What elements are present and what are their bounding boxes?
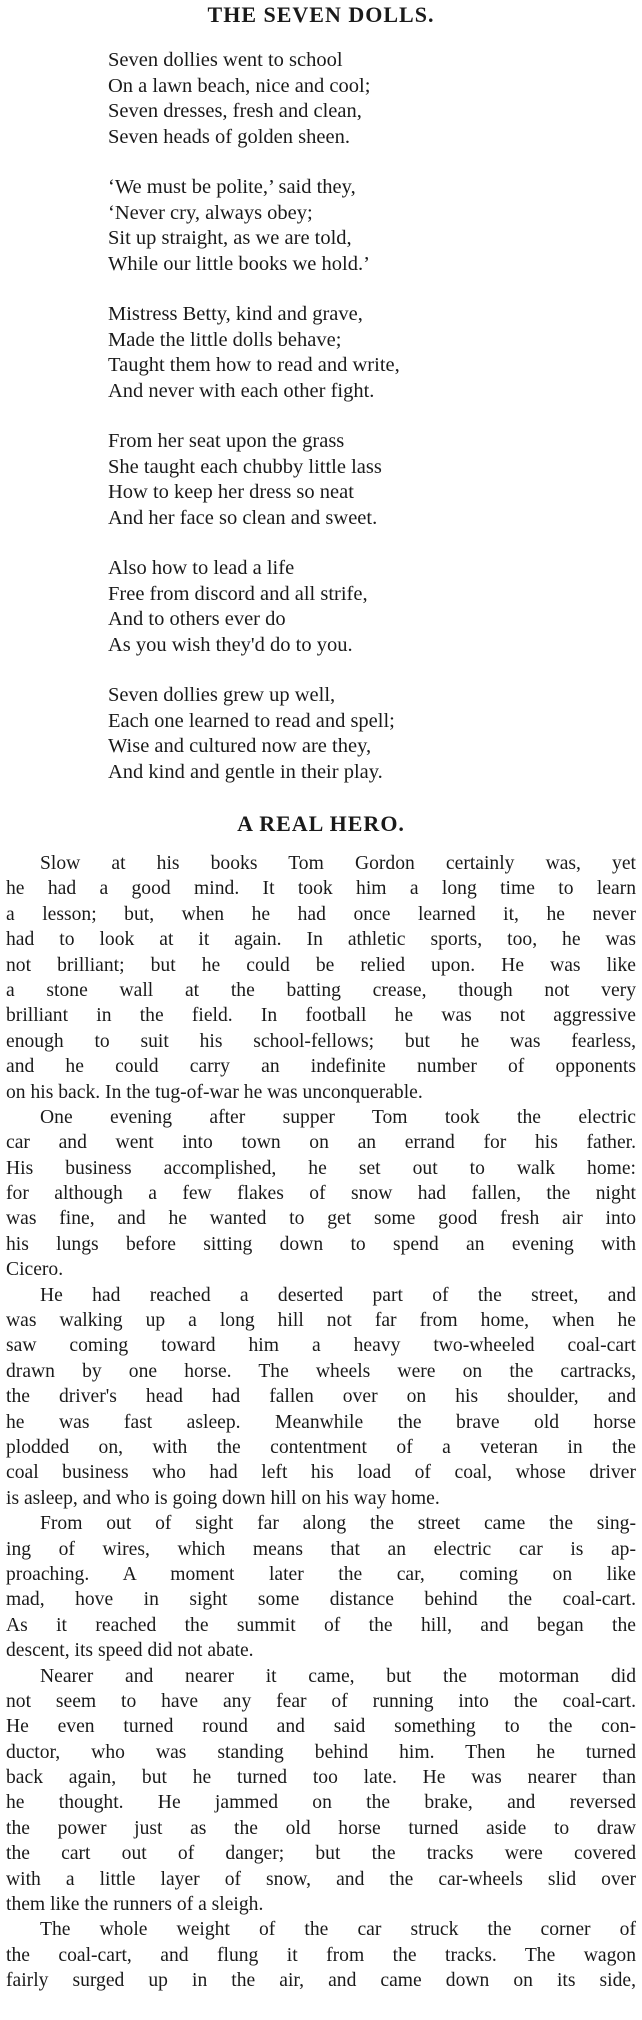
story-line: the cart out of danger; but the tracks were covered [6, 1843, 636, 1865]
story-line: mad, hove in sight some distance behind the coal-cart. [6, 1589, 636, 1611]
story-line: on his back. In the tug-of-war he was unconquerable. [6, 1081, 423, 1103]
story-line: car and went into town on an errand for his father. [6, 1132, 636, 1154]
story-line: He even turned round and said something to the con- [6, 1716, 636, 1738]
story-title: A REAL HERO. [237, 811, 405, 836]
poem-stanza [108, 556, 636, 658]
poem-line: While our little books we hold.’ [108, 252, 370, 275]
story-paragraph [6, 1105, 636, 1283]
story-line: and he could carry an indefinite number of opponents [6, 1056, 636, 1078]
story-line: saw coming toward him a heavy two-wheeled coal-cart [6, 1335, 636, 1357]
poem-line: Seven dollies grew up well, [108, 684, 336, 706]
poem-line: As you wish they'd do to you. [108, 633, 353, 656]
poem-stanza [108, 175, 636, 277]
poem-stanza [108, 683, 636, 785]
story-line: he had a good mind. It took him a long time to learn [6, 878, 636, 900]
poem-line: ‘We must be polite,’ said they, [108, 176, 356, 198]
poem-line: How to keep her dress so neat [108, 481, 354, 503]
story-line: ductor, who was standing behind him. Then he turned [6, 1741, 636, 1763]
story-line: fairly surged up in the air, and came down on its side, [6, 1970, 636, 1992]
poem-line: And to others ever do [108, 608, 286, 630]
story-body [6, 851, 636, 1994]
poem-line: And her face so clean and sweet. [108, 506, 378, 529]
story-line: One evening after supper Tom took the electric [40, 1106, 636, 1128]
story-paragraph [6, 851, 636, 1105]
story-line: coal business who had left his load of coal, whose driver [6, 1462, 636, 1484]
story-line: his lungs before sitting down to spend an evening with [6, 1233, 636, 1255]
story-line: was walking up a long hill not far from home, when he [6, 1310, 636, 1332]
poem-line: Wise and cultured now are they, [108, 735, 372, 757]
story-line: plodded on, with the contentment of a veteran in the [6, 1436, 636, 1458]
poem-line: On a lawn beach, nice and cool; [108, 74, 371, 97]
story-line: with a little layer of snow, and the car-wheels slid over [6, 1868, 636, 1890]
story-line: enough to suit his school-fellows; but he was fearless, [6, 1030, 636, 1052]
poem-line: She taught each chubby little lass [108, 455, 382, 478]
story-paragraph [6, 1283, 636, 1512]
poem [6, 48, 636, 785]
story-line: is asleep, and who is going down hill on his way home. [6, 1487, 440, 1509]
story-line: the power just as the old horse turned aside to draw [6, 1817, 636, 1839]
story-line: not seem to have any fear of running into the coal-cart. [6, 1690, 636, 1712]
poem-stanza [108, 302, 636, 404]
poem-line: From her seat upon the grass [108, 430, 345, 452]
poem-stanza [108, 48, 636, 150]
story-line: for although a few flakes of snow had fallen, the night [6, 1183, 636, 1205]
story-line: a lesson; but, when he had once learned it, he never [6, 903, 636, 925]
story-line: he was fast asleep. Meanwhile the brave old horse [6, 1411, 636, 1433]
poem-line: Sit up straight, as we are told, [108, 227, 352, 249]
poem-line: Seven heads of golden sheen. [108, 125, 350, 148]
story-line: Slow at his books Tom Gordon certainly was, yet [40, 853, 636, 874]
story-line: drawn by one horse. The wheels were on the cartracks, [6, 1360, 636, 1382]
story-line: back again, but he turned too late. He was nearer than [6, 1767, 636, 1789]
poem-line: Made the little dolls behave; [108, 328, 342, 351]
poem-line: Also how to lead a life [108, 557, 295, 579]
story-line: not brilliant; but he could be relied upon. He was like [6, 954, 636, 976]
story-line: As it reached the summit of the hill, and began the [6, 1614, 636, 1636]
story-line: ing of wires, which means that an electric car is ap- [6, 1538, 636, 1560]
story-line: the driver's head had fallen over on his shoulder, and [6, 1386, 636, 1408]
poem-line: And kind and gentle in their play. [108, 760, 383, 783]
story-line: From out of sight far along the street came the sing- [40, 1513, 636, 1535]
story-line: Cicero. [6, 1259, 64, 1281]
story-paragraph [6, 1917, 636, 1993]
story-line: His business accomplished, he set out to walk home: [6, 1157, 636, 1179]
poem-line: Seven dresses, fresh and clean, [108, 100, 362, 122]
story-line: The whole weight of the car struck the corner of [40, 1919, 636, 1941]
story-line: a stone wall at the batting crease, though not very [6, 979, 636, 1001]
poem-line: Taught them how to read and write, [108, 354, 400, 376]
story-line: brilliant in the field. In football he was not aggressive [6, 1005, 636, 1027]
poem-line: ‘Never cry, always obey; [108, 201, 313, 224]
story-line: was fine, and he wanted to get some good fresh air into [6, 1208, 636, 1230]
story-line: them like the runners of a sleigh. [6, 1894, 264, 1916]
poem-stanza [108, 429, 636, 531]
story-line: descent, its speed did not abate. [6, 1640, 254, 1662]
poem-line: And never with each other fight. [108, 379, 375, 402]
story-line: Nearer and nearer it came, but the motorman did [40, 1665, 636, 1687]
poem-title: THE SEVEN DOLLS. [207, 2, 435, 27]
poem-line: Free from discord and all strife, [108, 582, 368, 605]
poem-line: Seven dollies went to school [108, 49, 343, 71]
poem-line: Each one learned to read and spell; [108, 709, 395, 732]
story-line: proaching. A moment later the car, coming on like [6, 1563, 636, 1585]
story-line: he thought. He jammed on the brake, and reversed [6, 1792, 636, 1814]
poem-line: Mistress Betty, kind and grave, [108, 303, 363, 325]
story-line: had to look at it again. In athletic sports, too, he was [6, 929, 636, 951]
story-line: He had reached a deserted part of the street, and [40, 1284, 636, 1306]
story-line: the coal-cart, and flung it from the tracks. The wagon [6, 1944, 636, 1966]
story-paragraph [6, 1664, 636, 1918]
story-paragraph [6, 1511, 636, 1663]
